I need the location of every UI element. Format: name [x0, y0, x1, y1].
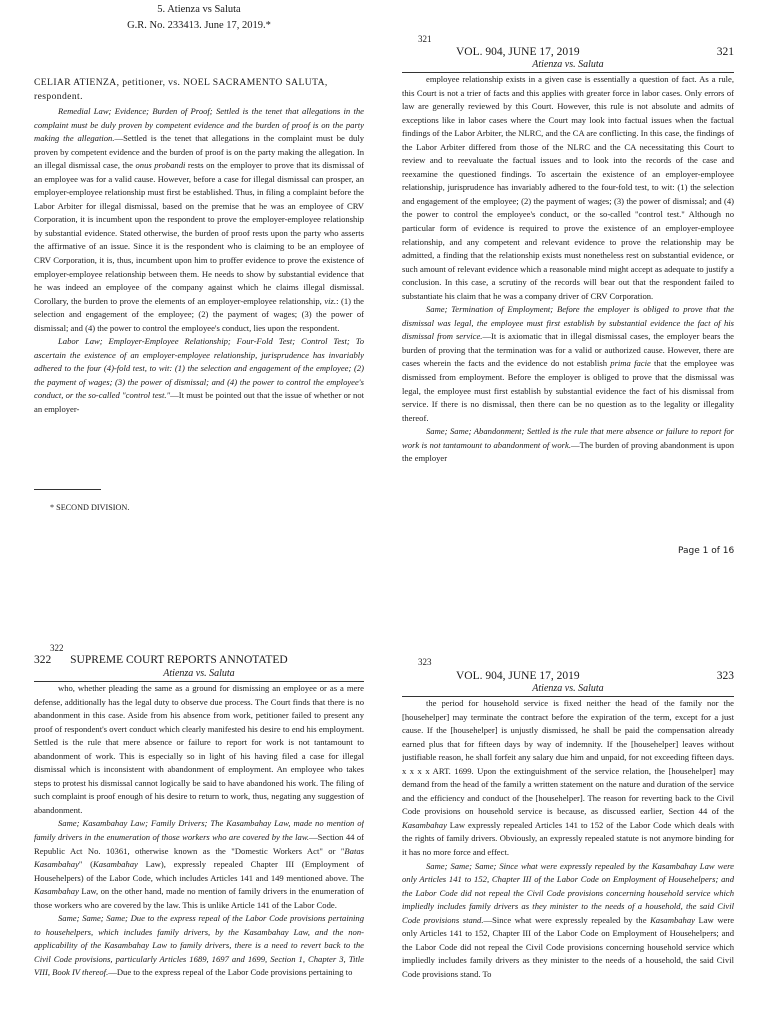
page-number-marker: 321	[418, 34, 432, 44]
page-number: 321	[716, 46, 734, 58]
page-header	[456, 670, 734, 682]
syllabus-paragraph: Same; Kasambahay Law; Family Drivers; The Kasambahay Law, made no mention of family drivers in the enumeration of those workers who are covered by the law.—Section 44 of Republic Act No. 10361, otherwise known as the "Domestic Workers Act" or "Batas Kasambahay" (Kasambahay Law), expressly repealed Chapter III (Employment of Househelpers) of the Labor Code, which includes Articles 141 and 149 mentioned above. The Kasambahay Law, on the other hand, made no mention of family drivers in the enumeration of those workers who are covered by the law. This is unlike Article 141 of the Labor Code.	[34, 818, 364, 910]
syllabus-paragraph: employee relationship exists in a given case is essentially a question of fact. As a rule, this Court is not a trier of facts and this applies with greater force in labor cases. Only errors of law are generally reviewed by this Court. However, this rule is not absolute and admits of exceptions like in labor cases where the Court may look into factual issues when the factual findings of the Labor Arbiter, the NLRC, and the CA are conflicting. In this case, the findings of the Labor Arbiter differed from those of the NLRC and the CA necessitating this Court to review and to reevaluate the factual issues and to look into the records of the case and reexamine the questioned findings. To ascertain the existence of an employer-employee relationship, jurisprudence has invariably adhered to the four-fold test, to wit: (1) the selection and engagement of the employee; (2) the payment of wages; (3) the power of dismissal; and (4) the power to control the employee's conduct, or the so-called "control test." Although no particular form of evidence is required to prove the existence of an employer-employee relationship, and any competent and relevant evidence to prove the relationship may be admitted, a finding that the relationship exists must nonetheless rest on substantial evidence, or such amount of relevant evidence which a reasonable mind might accept as adequate to justify a conclusion. In this case, a scrutiny of the records will bear out that the respondent failed to substantiate his claim that he was a company driver of CRV Corporation.	[402, 74, 734, 301]
gr-number: G.R. No. 233413. June 17, 2019.*	[127, 20, 271, 31]
volume-title: VOL. 904, JUNE 17, 2019	[456, 670, 580, 682]
syllabus-paragraph: who, whether pleading the same as a ground for dismissing an employee or as a mere defense, additionally has the legal duty to observe due process. The Court finds that there is no abandonment in this case. Aside from his absence from work, petitioner failed to present any proof of respondent's overt conduct which clearly manifested his desire to end his employment. Settled is the rule that mere absence or failure to report for work is not tantamount to abandonment of work. This is especially so in light of his having filed a case for illegal dismissal which is inconsistent with abandonment of employment. An employee who takes steps to protest his dismissal cannot logically be said to have abandoned his work. The filing of such complaint is proof enough of his desire to return to work, thus, negating any suggestion of abandonment.	[34, 683, 364, 815]
page-header	[34, 654, 364, 666]
footnote-rule	[34, 489, 101, 490]
syllabus-left-top	[34, 105, 364, 417]
running-subtitle: Atienza vs. Saluta	[163, 668, 235, 679]
syllabus-left-bottom	[34, 682, 364, 1024]
syllabus-right-bottom	[402, 697, 734, 1024]
syllabus-paragraph: Remedial Law; Evidence; Burden of Proof; Settled is the tenet that allegations in the complaint must be duly proven by competent evidence and the burden of proof is on the party making the allegation.—Settled is the tenet that allegations in the complaint must be duly proven by competent evidence and the burden of proof is on the party making the allegation. In an illegal dismissal case, the onus probandi rests on the employer to prove that its dismissal of an employee was for a valid cause. However, before a case for illegal dismissal can prosper, an employer-employee relationship must first be established. Thus, in filing a complaint before the Labor Arbiter for illegal dismissal, based on the premise that he was an employee of CRV Corporation, it is incumbent upon the respondent to prove the employer-employee relationship by substantial evidence. Stated otherwise, the burden of proof rests upon the party who asserts the affirmative of an issue. Since it is the respondent who is claiming to be an employee of CRV Corporation, it is, thus, incumbent upon him to proffer evidence to prove the existence of employer-employee relationship between them. He needs to show by substantial evidence that he was indeed an employee of the company against which he claims illegal dismissal. Corollary, the burden to prove the elements of an employer-employee relationship, viz.: (1) the selection and engagement of the employee; (2) the payment of wages; (3) the power of dismissal; and (4) the power to control the employee's conduct, lies upon the respondent.	[34, 106, 365, 333]
page-number: 322	[34, 654, 52, 666]
page-indicator: Page 1 of 16	[678, 546, 735, 556]
reports-title: SUPREME COURT REPORTS ANNOTATED	[70, 654, 288, 666]
running-subtitle: Atienza vs. Saluta	[532, 683, 604, 694]
page-header	[456, 46, 734, 58]
syllabus-paragraph: the period for household service is fixed neither the head of the family nor the [househelper] may terminate the contract before the expiration of the term, except for a just cause. If the [househelper] is unjustly dismissed, he shall be paid the compensation already earned plus that for fifteen days by way of indemnity. If the [househelper] leaves without justifiable reason, he shall forfeit any salary due him and unpaid, for not exceeding fifteen days. x x x x ART. 1699. Upon the extinguishment of the service relation, the [househelper] may demand from the head of the family a written statement on the nature and duration of the service and the efficiency and conduct of the [househelper]. The reason for reverting back to the Civil Code provisions on household service is because, as discussed earlier, Section 44 of the Kasambahay Law expressly repealed Articles 141 to 152 of the Labor Code which deals with the rights of family drivers. Obviously, an expressly repealed statute is not anymore binding for it has no more force and effect.	[402, 698, 734, 858]
syllabus-paragraph: Same; Same; Abandonment; Settled is the rule that mere absence or failure to report for work is not tantamount to abandonment of work.—The burden of proving abandonment is upon the employer	[402, 426, 734, 464]
volume-title: VOL. 904, JUNE 17, 2019	[456, 46, 580, 58]
case-label: 5. Atienza vs Saluta	[157, 4, 241, 15]
syllabus-paragraph: Labor Law; Employer-Employee Relationship; Four-Fold Test; Control Test; To ascertain the existence of an employer-employee relationship, jurisprudence has invariably adhered to the four (4)-fold test, to wit: (1) the selection and engagement of the employee; (2) the payment of wages; (3) the power of dismissal; and (4) the power to control the employee's conduct, or the so-called "control test."—It must be pointed out that the issue of whether or not an employer-	[34, 336, 365, 415]
page-number-marker: 322	[50, 643, 64, 653]
case-respondent: respondent.	[34, 91, 83, 102]
syllabus-paragraph: Same; Termination of Employment; Before the employer is obliged to prove that the dismissal was legal, the employee must first establish by substantial evidence the fact of his dismissal from service.—It is axiomatic that in illegal dismissal cases, the employer bears the burden of proving that the termination was for a valid or authorized cause. However, there are cases wherein the facts and the evidence do not establish prima facie that the employee was dismissed from employment. Before the employer is obliged to prove that the dismissal was legal, the employee must first establish by substantial evidence the fact of his dismissal from service. If there is no dismissal, then there can be no question as to the legality or illegality thereof.	[402, 304, 734, 423]
case-parties: CELIAR ATIENZA, petitioner, vs. NOEL SACRAMENTO SALUTA,	[34, 77, 328, 88]
running-subtitle: Atienza vs. Saluta	[532, 59, 604, 70]
page-number-marker: 323	[418, 657, 432, 667]
page-number: 323	[716, 670, 734, 682]
syllabus-paragraph: Same; Same; Same; Since what were expressly repealed by the Kasambahay Law were only Articles 141 to 152, Chapter III of the Labor Code on Employment of Househelpers; and the Labor Code did not repeal the Civil Code provisions concerning household service which impliedly includes family drivers as they minister to the needs of a household, the said Civil Code provisions stand.—Since what were expressly repealed by the Kasambahay Law were only Articles 141 to 152, Chapter III of the Labor Code on Employment of Househelpers; and the Labor Code did not repeal the Civil Code provisions concerning household service which impliedly includes family drivers as they minister to the needs of a household, the said Civil Code provisions stand. To	[402, 860, 734, 979]
footnote: * SECOND DIVISION.	[50, 503, 130, 512]
syllabus-right-top	[402, 73, 734, 466]
syllabus-paragraph: Same; Same; Same; Due to the express repeal of the Labor Code provisions pertaining to househelpers, which includes family drivers, by the Kasambahay Law, and the non-applicability of the Kasambahay Law to family drivers, there is a need to revert back to the Civil Code provisions, particularly Articles 1689, 1697 and 1699, Section 1, Chapter 3, Title VIII, Book IV thereof.—Due to the express repeal of the Labor Code provisions pertaining to	[34, 913, 364, 978]
